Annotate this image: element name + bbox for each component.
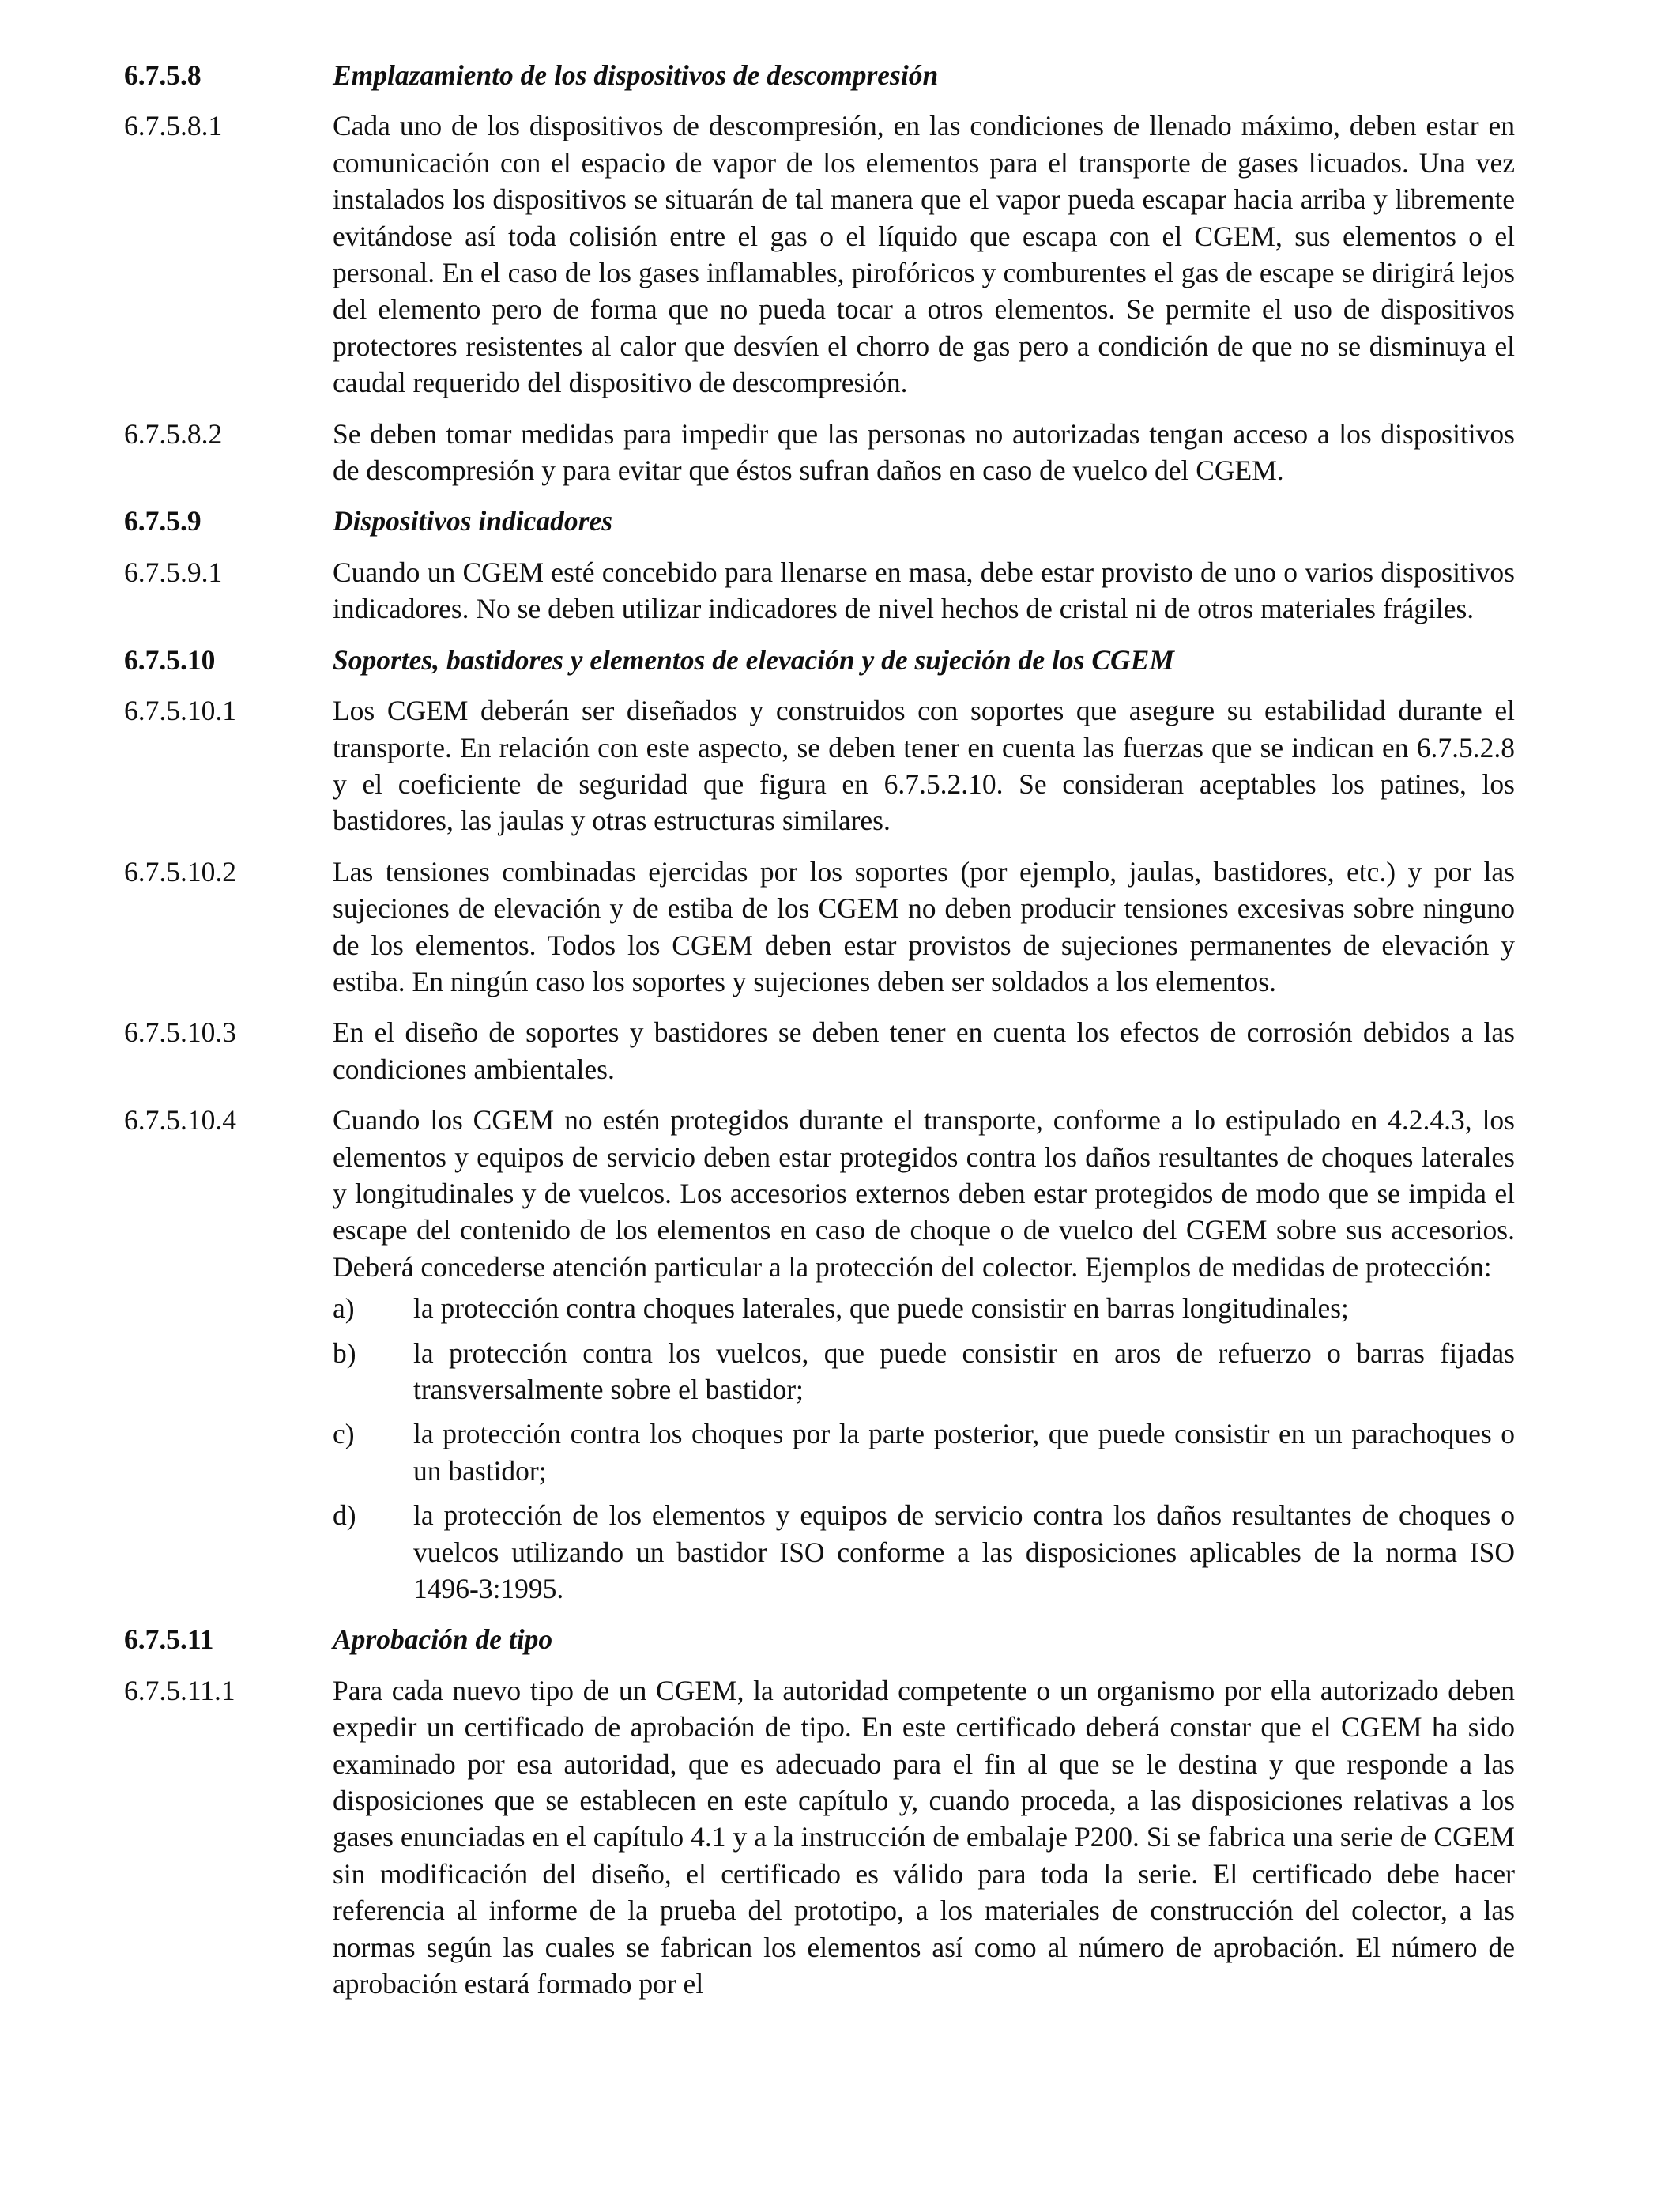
list-item	[333, 1290, 1515, 1326]
list-item-text: la protección contra los choques por la parte posterior, que puede consistir en un parachoques o un bastidor;	[413, 1418, 1515, 1487]
list-item-text: la protección contra los vuelcos, que puede consistir en aros de refuerzo o barras fijadas transversalmente sobre el bastidor;	[413, 1336, 1515, 1405]
paragraph-number: 6.7.5.10.4	[124, 1104, 236, 1137]
section-heading-6-7-5-9	[124, 503, 1515, 539]
paragraph-6-7-5-10-4	[124, 1102, 1515, 1285]
list-item	[333, 1497, 1515, 1607]
paragraph-number: 6.7.5.9.1	[124, 556, 223, 588]
paragraph-text: Cuando un CGEM esté concebido para llenarse en masa, debe estar provisto de uno o varios dispositivos indicadores. No se deben utilizar indicadores de nivel hechos de cristal ni de otros materiales frágiles.	[333, 556, 1515, 625]
section-heading-6-7-5-11	[124, 1621, 1515, 1657]
section-title: Aprobación de tipo	[333, 1623, 553, 1656]
list-item-letter: b)	[333, 1336, 356, 1369]
section-number: 6.7.5.8	[124, 59, 202, 91]
paragraph-number: 6.7.5.10.2	[124, 855, 236, 888]
paragraph-text: Los CGEM deberán ser diseñados y construidos con soportes que asegure su estabilidad durante el transporte. En relación con este aspecto, se deben tener en cuenta las fuerzas que se indican en 6.7.5.2.8 y el coeficiente de seguridad que figura en 6.7.5.2.10. Se consideran aceptables los patines, los bastidores, las jaulas y otras estructuras similares.	[333, 695, 1515, 837]
paragraph-number: 6.7.5.10.1	[124, 695, 236, 727]
section-number: 6.7.5.9	[124, 505, 202, 537]
section-number: 6.7.5.10	[124, 643, 216, 676]
list-item	[333, 1335, 1515, 1408]
paragraph-number: 6.7.5.8.2	[124, 417, 223, 450]
paragraph-6-7-5-9-1	[124, 554, 1515, 628]
list-item-letter: c)	[333, 1418, 355, 1450]
section-title: Emplazamiento de los dispositivos de descompresión	[333, 59, 939, 91]
list-item-text: la protección de los elementos y equipos de servicio contra los daños resultantes de choques o vuelcos utilizando un bastidor ISO conforme a las disposiciones aplicables de la norma ISO 1496-3:1995.	[413, 1499, 1515, 1605]
paragraph-6-7-5-10-1	[124, 692, 1515, 839]
paragraph-text: Cuando los CGEM no estén protegidos durante el transporte, conforme a lo estipulado en 4.2.4.3, los elementos y equipos de servicio deben estar protegidos contra los daños resultantes de choques laterales y longitudinales y de vuelcos. Los accesorios externos deben estar protegidos de modo que se impida el escape del contenido de los elementos en caso de choque o de vuelco del CGEM sobre sus accesorios. Deberá concederse atención particular a la protección del colector. Ejemplos de medidas de protección:	[333, 1104, 1515, 1283]
document-page	[124, 57, 1515, 2017]
paragraph-number: 6.7.5.8.1	[124, 110, 223, 142]
list-item	[333, 1416, 1515, 1489]
section-title: Dispositivos indicadores	[333, 505, 613, 537]
list-item-letter: d)	[333, 1499, 356, 1532]
paragraph-number: 6.7.5.10.3	[124, 1016, 236, 1049]
section-title: Soportes, bastidores y elementos de elevación y de sujeción de los CGEM	[333, 643, 1174, 676]
paragraph-text: Para cada nuevo tipo de un CGEM, la autoridad competente o un organismo por ella autorizado deben expedir un certificado de aprobación de tipo. En este certificado deberá constar que el CGEM ha sido examinado por esa autoridad, que es adecuado para el fin al que se le destina y que responde a las disposiciones que se establecen en este capítulo y, cuando proceda, a las disposiciones relativas a los gases enunciadas en el capítulo 4.1 y a la instrucción de embalaje P200. Si se fabrica una serie de CGEM sin modificación del diseño, el certificado es válido para toda la serie. El certificado debe hacer referencia al informe de la prueba del prototipo, a los materiales de construcción del colector, a las normas según las cuales se fabrican los elementos así como al número de aprobación. El número de aprobación estará formado por el	[333, 1674, 1515, 2000]
list-item-letter: a)	[333, 1292, 355, 1325]
paragraph-6-7-5-11-1	[124, 1672, 1515, 2003]
paragraph-text: En el diseño de soportes y bastidores se deben tener en cuenta los efectos de corrosión debidos a las condiciones ambientales.	[333, 1016, 1515, 1085]
paragraph-6-7-5-8-2	[124, 416, 1515, 489]
protection-measures-list	[333, 1290, 1515, 1607]
section-heading-6-7-5-8	[124, 57, 1515, 93]
paragraph-6-7-5-10-3	[124, 1014, 1515, 1088]
paragraph-text: Cada uno de los dispositivos de descompresión, en las condiciones de llenado máximo, deben estar en comunicación con el espacio de vapor de los elementos para el transporte de gases licuados. Una vez instalados los dispositivos se situarán de tal manera que el vapor pueda escapar hacia arriba y libremente evitándose así toda colisión entre el gas o el líquido que escapa con el CGEM, sus elementos o el personal. En el caso de los gases inflamables, pirofóricos y comburentes el gas de escape se dirigirá lejos del elemento pero de forma que no pueda tocar a otros elementos. Se permite el uso de dispositivos protectores resistentes al calor que desvíen el chorro de gas pero a condición de que no se disminuya el caudal requerido del dispositivo de descompresión.	[333, 110, 1515, 399]
paragraph-6-7-5-10-2	[124, 854, 1515, 1001]
list-item-text: la protección contra choques laterales, que puede consistir en barras longitudinales;	[413, 1292, 1349, 1325]
paragraph-text: Se deben tomar medidas para impedir que las personas no autorizadas tengan acceso a los dispositivos de descompresión y para evitar que éstos sufran daños en caso de vuelco del CGEM.	[333, 417, 1515, 487]
paragraph-number: 6.7.5.11.1	[124, 1674, 235, 1706]
section-heading-6-7-5-10	[124, 642, 1515, 678]
paragraph-text: Las tensiones combinadas ejercidas por los soportes (por ejemplo, jaulas, bastidores, etc.) y por las sujeciones de elevación y de estiba de los CGEM no deben producir tensiones excesivas sobre ninguno de los elementos. Todos los CGEM deben estar provistos de sujeciones permanentes de elevación y estiba. En ningún caso los soportes y sujeciones deben ser soldados a los elementos.	[333, 855, 1515, 997]
section-number: 6.7.5.11	[124, 1623, 214, 1656]
paragraph-6-7-5-8-1	[124, 107, 1515, 401]
